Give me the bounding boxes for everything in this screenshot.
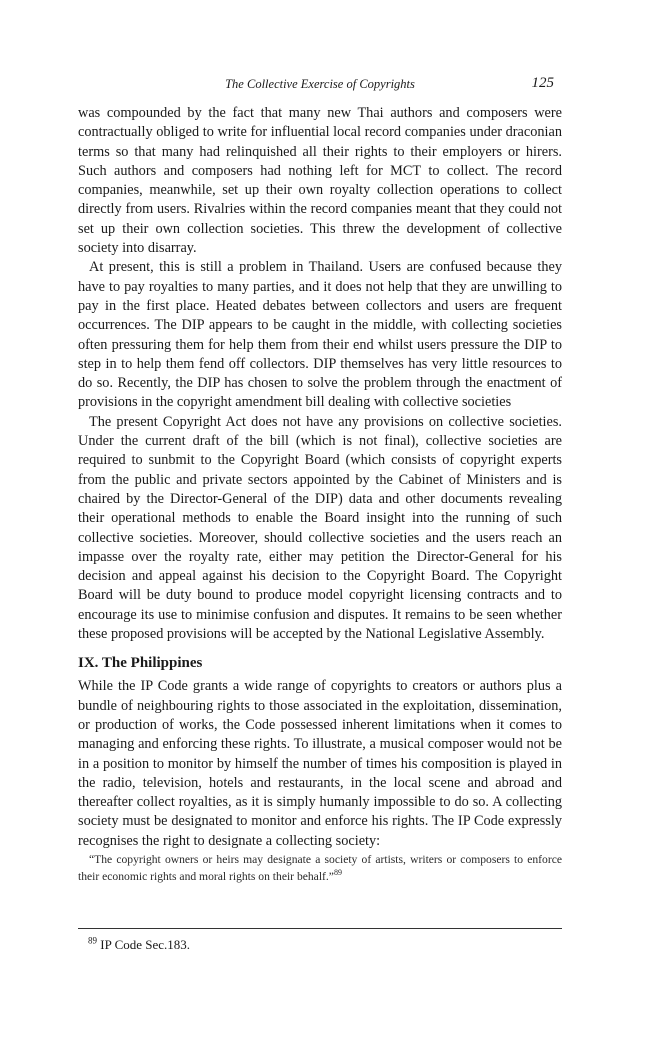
paragraph-philippines: While the IP Code grants a wide range of copyrights to creators or authors plus a bundle of neighbouring rights to those associated in the exploitation, dissemination, or production of works, the Code possessed inherent limitations when it comes to managing and enforcing these rights. To illustrate, a musical composer would not be in a position to monitor by himself the number of times his composition is played in the radio, television, hotels and restaurants, in the local scene and abroad and thereafter collect royalties, as it is simply humanly impossible to do so. A collecting society must be designated to monitor and enforce his rights. The IP Code expressly recognises the right to designate a collecting society: xyxy=(78,678,562,849)
page-number: 125 xyxy=(531,75,554,91)
footnote-text: IP Code Sec.183. xyxy=(100,937,191,952)
paragraph-continued: was compounded by the fact that many new Thai authors and composers were contractually obliged to write for influential local record companies under draconian terms so that many had relinquished all their rights to their employers or hirers. Such authors and composers had nothing left for MCT to collect. The record companies, meanwhile, set up their own royalty collection operations to collect directly from users. Rivalries within the record companies meant that they could not set up their own collection societies. This threw the development of collective society into disarray. xyxy=(78,105,562,257)
footnote xyxy=(88,937,190,953)
running-title: The Collective Exercise of Copyrights xyxy=(225,77,415,91)
section-heading: IX. The Philippines xyxy=(78,655,203,672)
footnote-reference[interactable]: 89 xyxy=(333,868,342,878)
paragraph-copyright-act: The present Copyright Act does not have any provisions on collective societies. Under the current draft of the bill (which is not final), collective societies are required to sunbmit to the Copyright Board (which consists of copyright experts from the public and private sectors appointed by the Cabinet of Ministers and is chaired by the Director-General of the DIP) data and other documents revealing their operational methods to enable the Board insight into the running of such collective societies. Moreover, should collective societies and the users reach an impasse over the royalty rate, either may petition the Director-General for his decision and appeal against his decision to the Copyright Board. The Copyright Board will be duty bound to produce model copyright licensing contracts and to encourage its use to minimise confusion and disputes. It remains to be seen whether these proposed provisions will be accepted by the National Legislative Assembly. xyxy=(78,413,562,643)
body-text xyxy=(78,104,562,885)
block-quote xyxy=(78,851,562,885)
quote-text: “The copyright owners or heirs may designate a society of artists, writers or composers to enforce their economic rights and moral rights on their behalf.” xyxy=(78,852,562,883)
running-header xyxy=(78,75,562,95)
footnote-divider xyxy=(78,928,562,929)
footnote-number: 89 xyxy=(88,935,97,946)
paragraph-thailand-problem: At present, this is still a problem in Thailand. Users are confused because they have to pay royalties to many parties, and it does not help that they are unwilling to pay in the first place. Heated debates between collectors and users are frequent occurrences. The DIP appears to be caught in the middle, with collecting societies often pressuring them for help them from their end whilst users pressure the DIP to step in to help them fend off collectors. DIP themselves has very little resources to do so. Recently, the DIP has chosen to solve the problem through the enactment of provisions in the copyright amendment bill dealing with collective societies xyxy=(78,259,562,411)
